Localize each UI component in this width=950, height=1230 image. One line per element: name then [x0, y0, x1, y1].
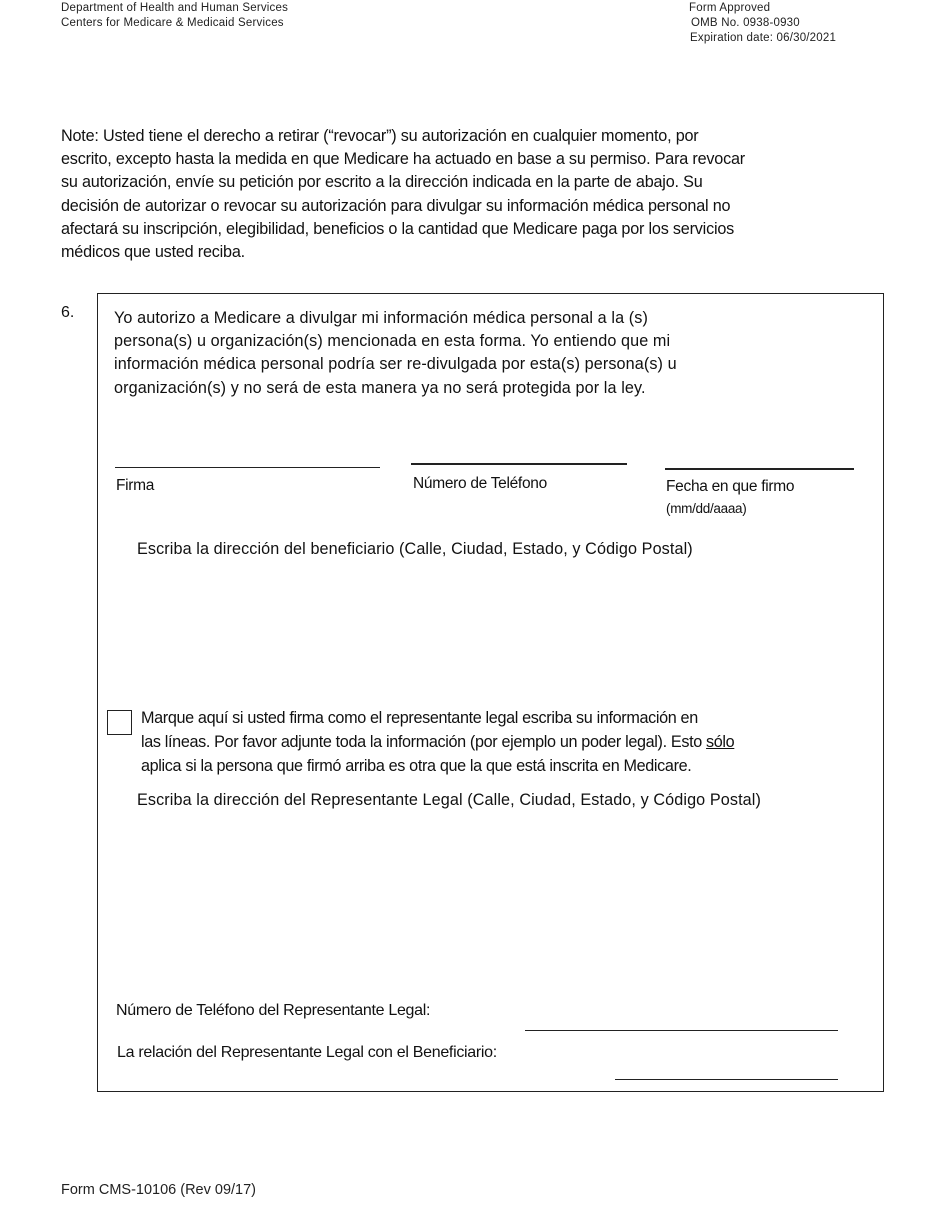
rep-instruction-line [141, 731, 841, 755]
authorization-line: organización(s) y no será de esta manera ya no será protegida por la ley. [114, 378, 646, 397]
signature-field[interactable] [115, 467, 380, 468]
date-label: Fecha en que firmo [666, 478, 795, 495]
rep-relationship-field[interactable] [615, 1079, 838, 1080]
authorization-statement [114, 307, 794, 400]
rep-phone-label: Número de Teléfono del Representante Legal: [116, 1002, 431, 1019]
authorization-line: Yo autorizo a Medicare a divulgar mi información médica personal a la (s) [114, 309, 648, 327]
rep-instruction-line: aplica si la persona que firmó arriba es otra que la que está inscrita en Medicare. [141, 756, 692, 775]
rep-phone-field[interactable] [525, 1030, 838, 1031]
solo-underlined: sólo [706, 732, 735, 751]
expiration-date: Expiration date: 06/30/2021 [690, 32, 837, 44]
header-right [689, 1, 836, 46]
note-line: su autorización, envíe su petición por escrito a la dirección indicada en la parte de abajo. Su [61, 173, 703, 192]
beneficiary-address-area[interactable] [137, 568, 837, 688]
department-name: Department of Health and Human Services [61, 2, 289, 14]
omb-number: OMB No. 0938-0930 [691, 17, 800, 29]
header-left [61, 1, 288, 31]
representative-address-label: Escriba la dirección del Representante Legal (Calle, Ciudad, Estado, y Código Postal) [137, 791, 761, 809]
representative-address-area[interactable] [137, 818, 837, 988]
note-line: médicos que usted reciba. [61, 243, 245, 262]
note-line: afectará su inscripción, elegibilidad, beneficios o la cantidad que Medicare paga por los servicios [61, 219, 735, 238]
date-field[interactable] [665, 468, 854, 470]
rep-relationship-label: La relación del Representante Legal con el Beneficiario: [117, 1044, 497, 1061]
beneficiary-address-label: Escriba la dirección del beneficiario (Calle, Ciudad, Estado, y Código Postal) [137, 540, 693, 558]
rep-instruction-text: las líneas. Por favor adjunte toda la información (por ejemplo un poder legal). Esto [141, 732, 707, 751]
revocation-note [61, 125, 861, 264]
form-approved: Form Approved [689, 2, 771, 14]
phone-label: Número de Teléfono [413, 475, 547, 492]
note-line: decisión de autorizar o revocar su autorización para divulgar su información médica personal no [61, 196, 731, 215]
note-line: Note: Usted tiene el derecho a retirar (“revocar”) su autorización en cualquier momento, por [61, 127, 699, 145]
rep-instruction-line: Marque aquí si usted firma como el representante legal escriba su información en [141, 709, 698, 727]
phone-field[interactable] [411, 463, 627, 465]
authorization-line: persona(s) u organización(s) mencionada en esta forma. Yo entiendo que mi [114, 332, 671, 351]
note-line: escrito, excepto hasta la medida en que Medicare ha actuado en base a su permiso. Para revocar [61, 150, 745, 169]
date-format-hint: (mm/dd/aaaa) [666, 501, 747, 516]
section-number: 6. [61, 304, 75, 321]
form-id: Form CMS-10106 (Rev 09/17) [61, 1182, 257, 1198]
signature-label: Firma [116, 477, 155, 494]
centers-name: Centers for Medicare & Medicaid Services [61, 17, 284, 29]
authorization-line: información médica personal podría ser re-divulgada por esta(s) persona(s) u [114, 355, 677, 374]
legal-representative-instructions [141, 707, 841, 778]
legal-representative-checkbox[interactable] [107, 710, 132, 735]
